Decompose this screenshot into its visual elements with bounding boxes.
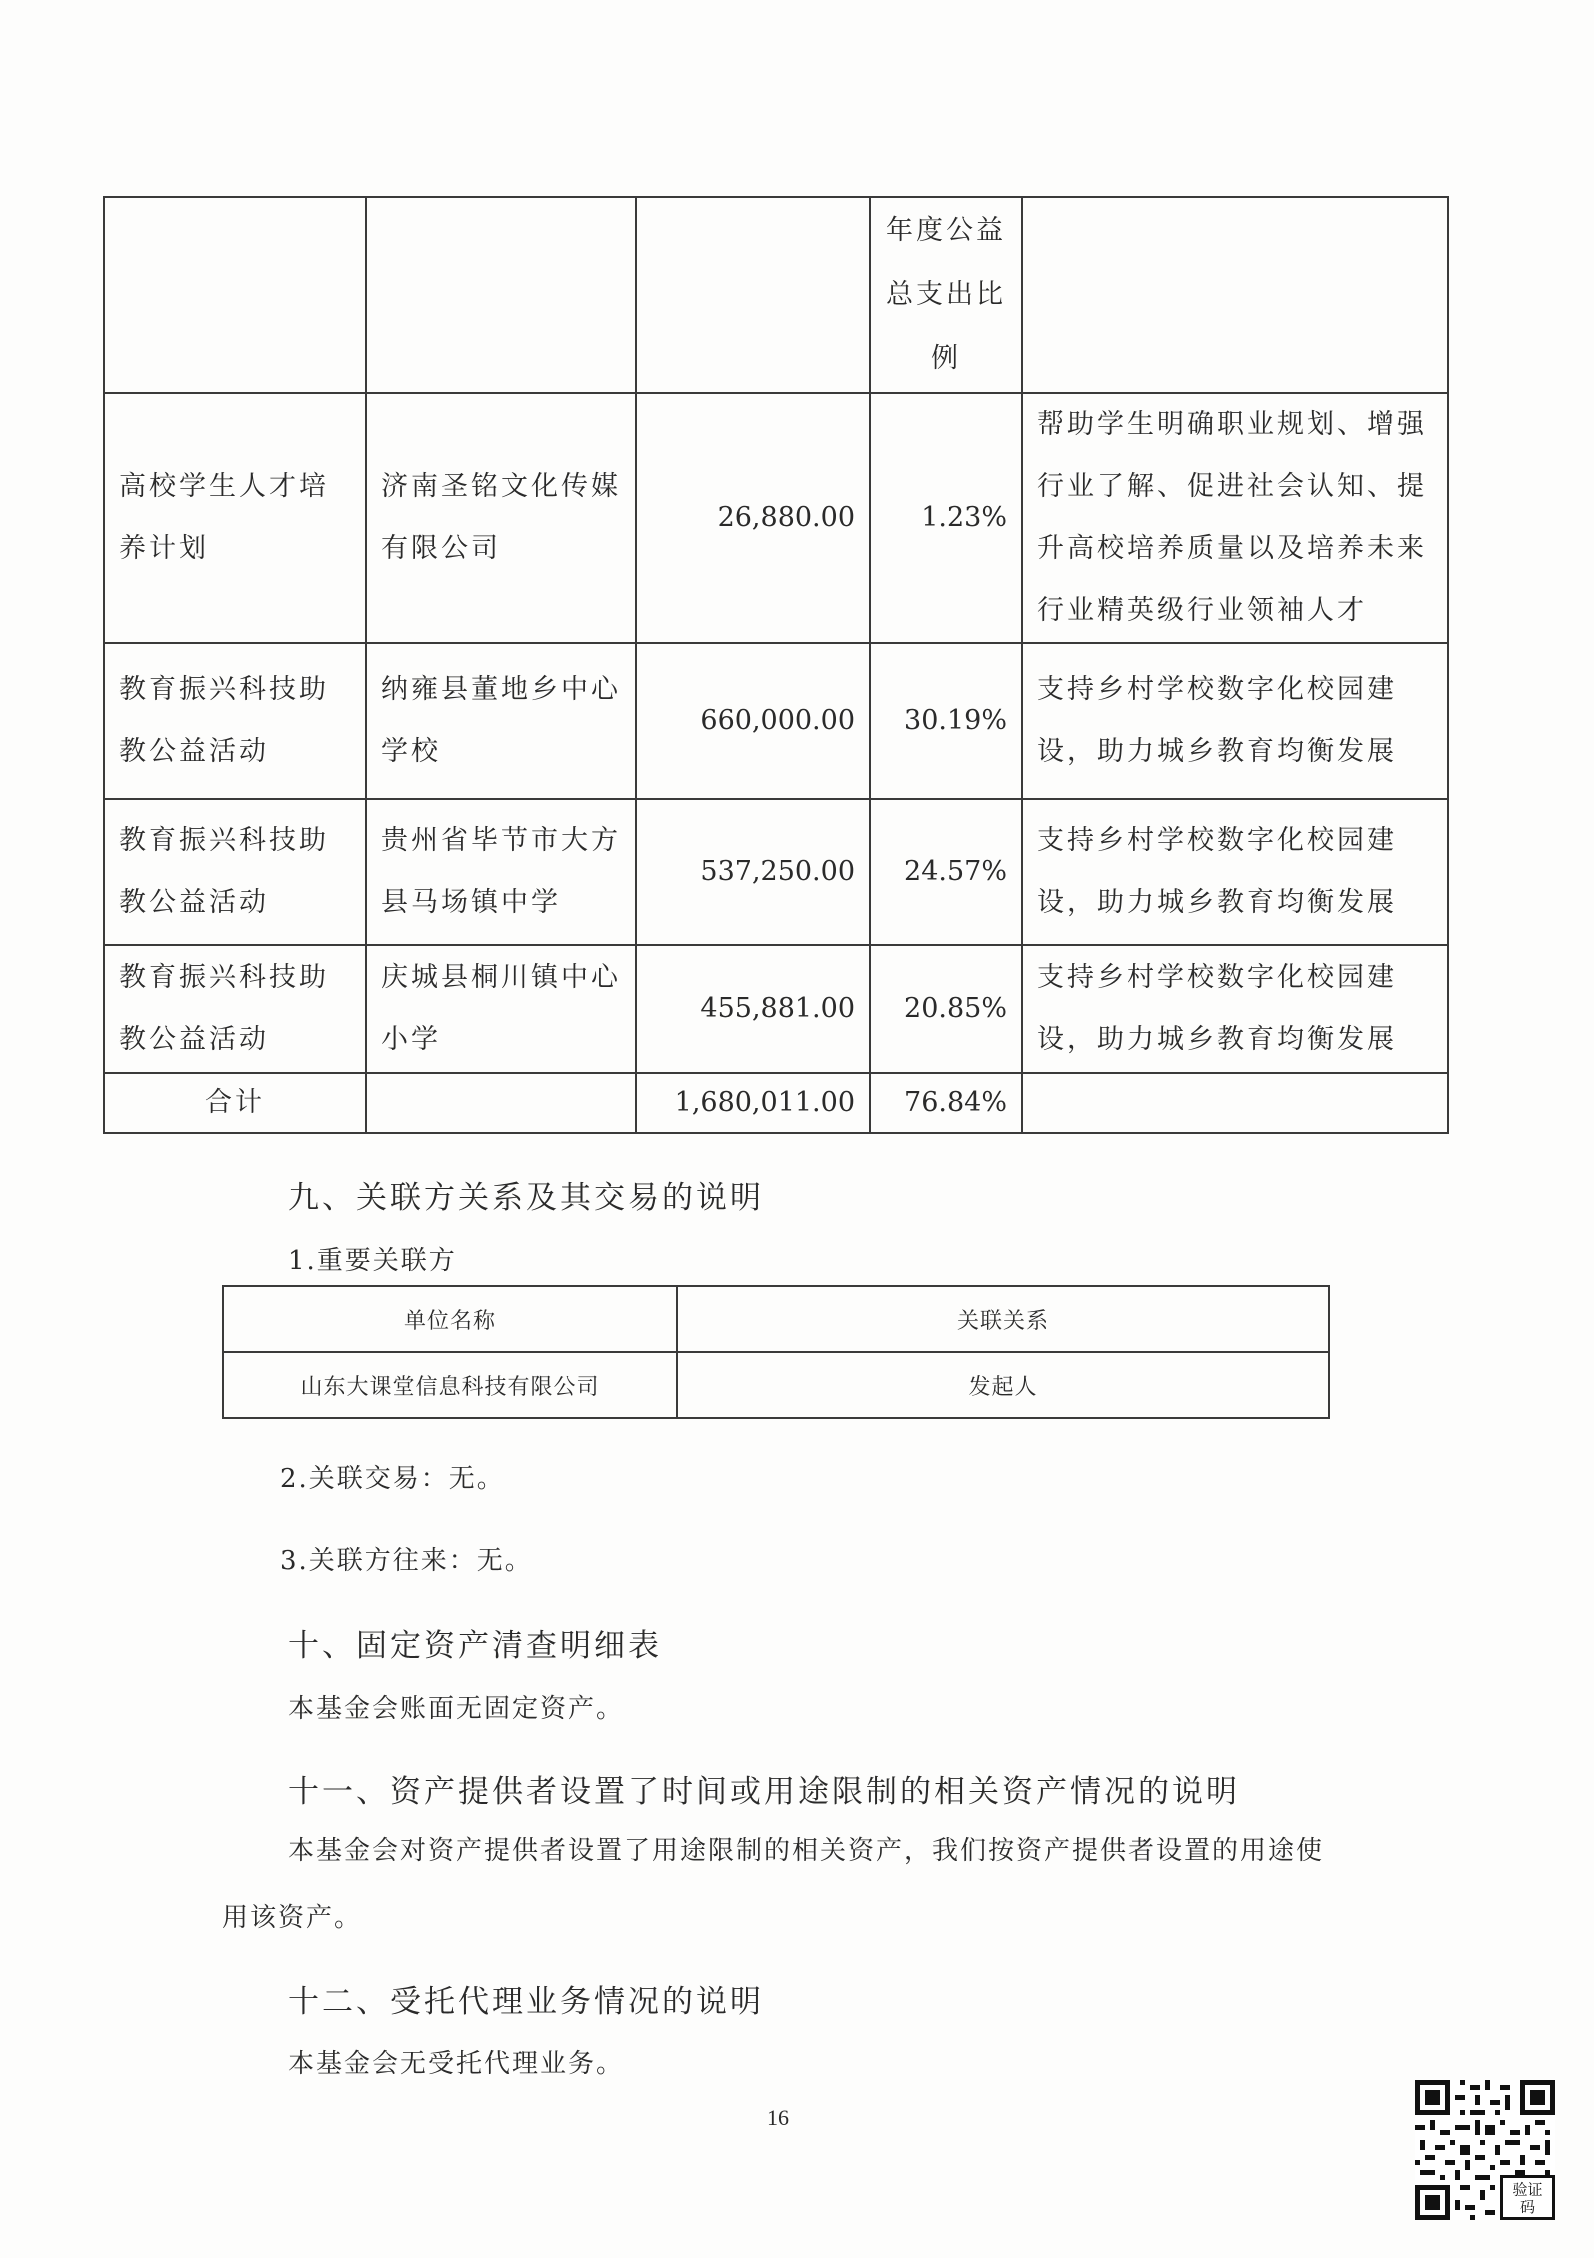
project-cell: 教育振兴科技助教公益活动 xyxy=(104,945,366,1073)
amount-cell: 26,880.00 xyxy=(636,393,870,643)
unit-name-cell: 山东大课堂信息科技有限公司 xyxy=(223,1352,677,1418)
svg-text:码: 码 xyxy=(1519,2198,1536,2216)
expenditure-table xyxy=(103,196,1449,1134)
amount-cell: 660,000.00 xyxy=(636,643,870,799)
total-amount: 1,680,011.00 xyxy=(636,1073,870,1133)
section-10-heading: 十、固定资产清查明细表 xyxy=(288,1628,662,1664)
purpose-cell: 支持乡村学校数字化校园建设，助力城乡教育均衡发展 xyxy=(1022,945,1448,1073)
total-label: 合计 xyxy=(104,1073,366,1133)
page-number: 16 xyxy=(767,2105,789,2130)
section-9-sub3: 3.关联方往来：无。 xyxy=(280,1546,533,1576)
recipient-cell: 济南圣铭文化传媒有限公司 xyxy=(366,393,636,643)
section-10-body: 本基金会账面无固定资产。 xyxy=(288,1694,625,1724)
section-9-heading: 九、关联方关系及其交易的说明 xyxy=(288,1180,764,1216)
section-9-sub1: 1.重要关联方 xyxy=(288,1246,457,1276)
project-cell: 高校学生人才培养计划 xyxy=(104,393,366,643)
related-party-table xyxy=(222,1285,1330,1419)
table-row xyxy=(223,1352,1329,1418)
recipient-cell: 纳雍县董地乡中心学校 xyxy=(366,643,636,799)
ratio-cell: 24.57% xyxy=(870,799,1022,945)
amount-cell: 537,250.00 xyxy=(636,799,870,945)
project-cell: 教育振兴科技助教公益活动 xyxy=(104,799,366,945)
project-cell: 教育振兴科技助教公益活动 xyxy=(104,643,366,799)
qr-code-icon xyxy=(1415,2080,1555,2220)
header-unit-name: 单位名称 xyxy=(223,1286,677,1352)
purpose-cell: 支持乡村学校数字化校园建设，助力城乡教育均衡发展 xyxy=(1022,643,1448,799)
ratio-cell: 30.19% xyxy=(870,643,1022,799)
table-row xyxy=(104,393,1448,643)
section-9-sub2: 2.关联交易：无。 xyxy=(280,1464,505,1494)
section-11-body-line1: 本基金会对资产提供者设置了用途限制的相关资产，我们按资产提供者设置的用途使 xyxy=(288,1836,1325,1866)
table-row xyxy=(104,799,1448,945)
table-row xyxy=(104,643,1448,799)
section-12-heading: 十二、受托代理业务情况的说明 xyxy=(288,1984,764,2020)
recipient-cell: 贵州省毕节市大方县马场镇中学 xyxy=(366,799,636,945)
amount-cell: 455,881.00 xyxy=(636,945,870,1073)
table-row xyxy=(104,945,1448,1073)
ratio-cell: 20.85% xyxy=(870,945,1022,1073)
relation-cell: 发起人 xyxy=(677,1352,1329,1418)
recipient-cell: 庆城县桐川镇中心小学 xyxy=(366,945,636,1073)
total-ratio: 76.84% xyxy=(870,1073,1022,1133)
section-12-body: 本基金会无受托代理业务。 xyxy=(288,2049,625,2079)
section-11-heading: 十一、资产提供者设置了时间或用途限制的相关资产情况的说明 xyxy=(288,1774,1240,1810)
purpose-cell: 支持乡村学校数字化校园建设，助力城乡教育均衡发展 xyxy=(1022,799,1448,945)
related-table-header xyxy=(223,1286,1329,1352)
total-row xyxy=(104,1073,1448,1133)
purpose-cell: 帮助学生明确职业规划、增强行业了解、促进社会认知、提升高校培养质量以及培养未来行业精英级行业领袖人才 xyxy=(1022,393,1448,643)
section-11-body-line2: 用该资产。 xyxy=(222,1903,363,1933)
ratio-header: 年度公益总支出比例 xyxy=(870,197,1022,393)
table-header-row xyxy=(104,197,1448,393)
header-relation: 关联关系 xyxy=(677,1286,1329,1352)
ratio-cell: 1.23% xyxy=(870,393,1022,643)
stamp-text: 验证 xyxy=(1512,2180,1543,2199)
